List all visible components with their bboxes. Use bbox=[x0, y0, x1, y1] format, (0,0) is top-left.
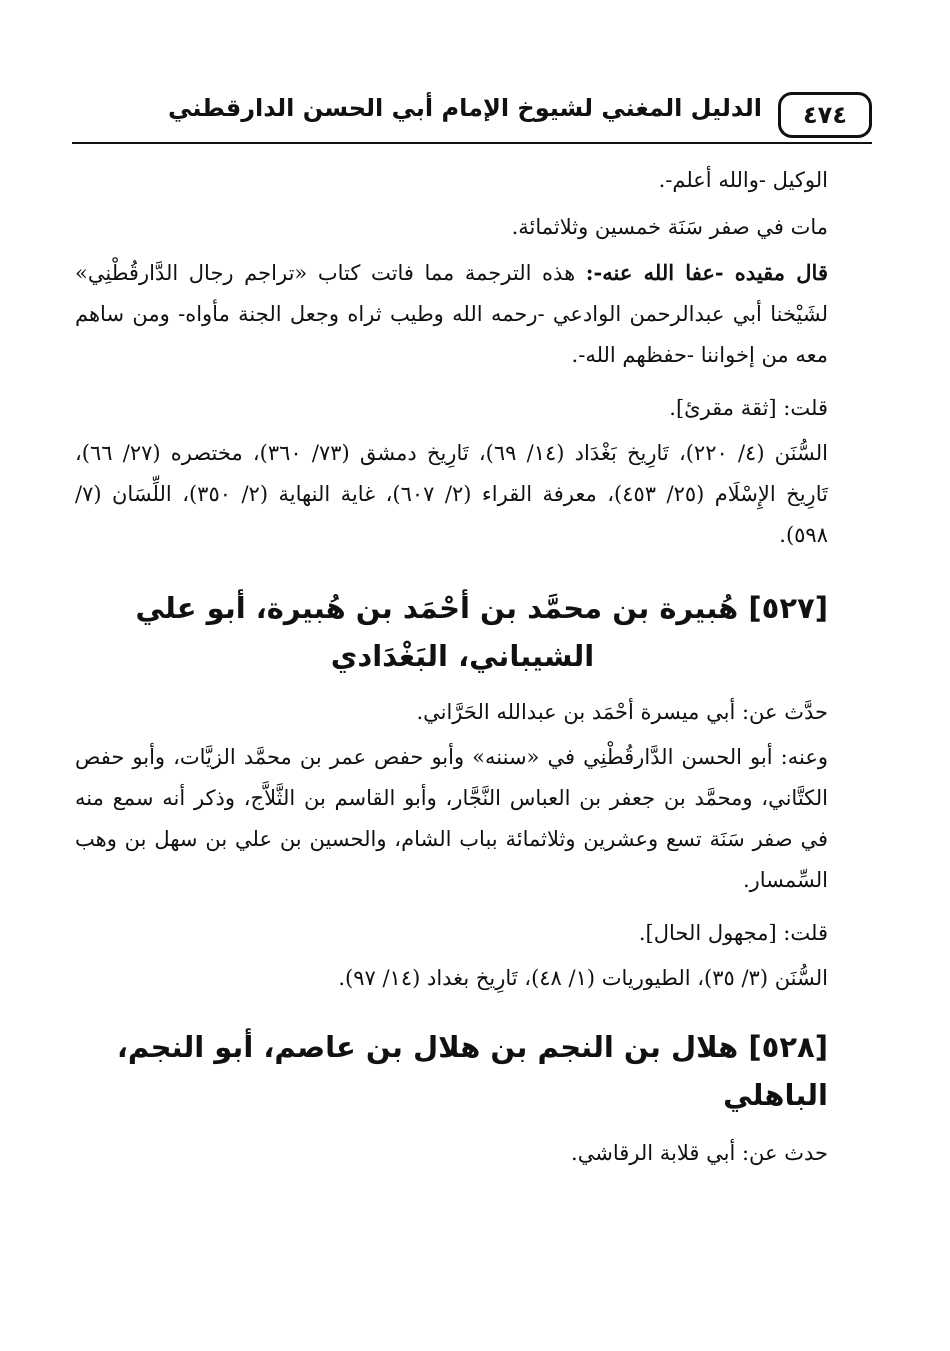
paragraph-narrated-from: حدَّث عن: أبي ميسرة أحْمَد بن عبدالله الحَرَّاني. bbox=[416, 700, 828, 724]
paragraph-death: مات في صفر سَنَة خمسين وثلاثمائة. bbox=[511, 215, 828, 239]
header-divider bbox=[72, 142, 872, 144]
editor-note-text: هذه الترجمة مما فاتت كتاب «تراجم رجال الدَّارقُطْنِي» لشَيْخنا أبي عبدالرحمن الوادعي -رحمه الله وطيب ثراه وجعل الجنة مأواه- ومن ساهم معه من إخواننا -حفظهم الله-. bbox=[75, 261, 828, 367]
page-number-badge bbox=[778, 92, 872, 138]
paragraph-sources: السُّنَن (٤/ ٢٢٠)، تَارِيخ بَغْدَاد (١٤/ ٦٩)، تَارِيخ دمشق (٧٣/ ٣٦٠)، مختصره (٢٧/ ٦٦)، تَارِيخ الإِسْلَام (٢٥/ ٤٥٣)، معرفة القراء (٢/ ٦٠٧)، غاية النهاية (٢/ ٣٥٠)، اللِّسَان (٧/ ٥٩٨). bbox=[75, 441, 828, 547]
entry-heading-527-line2: الشيباني، البَغْدَادي bbox=[330, 639, 595, 673]
page-header bbox=[72, 88, 872, 144]
page-number: ٤٧٤ bbox=[803, 101, 847, 129]
paragraph-editor-note bbox=[75, 252, 850, 376]
paragraph-narrators: وعنه: أبو الحسن الدَّارقُطْنِي في «سننه» وأبو حفص عمر بن محمَّد الزيَّات، وأبو حفص الكتَّاني، ومحمَّد بن جعفر بن العباس النَّجَّار، وأبو القاسم بن الثَّلاَّج، وذكر أنه سمع منه في صفر سَنَة تسع وعشرين وثلاثمائة بباب الشام، والحسين بن علي بن سهل بن وهب السِّمسار. bbox=[75, 745, 828, 892]
paragraph-narrated-from-2: حدث عن: أبي قلابة الرقاشي. bbox=[571, 1141, 828, 1165]
paragraph-sources-2: السُّنَن (٣/ ٣٥)، الطيوريات (١/ ٤٨)، تَارِيخ بغداد (١٤/ ٩٧). bbox=[338, 966, 828, 990]
entry-heading-527-line1: [٥٢٧] هُبيرة بن محمَّد بن أحْمَد بن هُبيرة، أبو علي bbox=[135, 591, 828, 625]
paragraph-verdict-2: قلت: [مجهول الحال]. bbox=[638, 921, 828, 945]
running-title: الدليل المغني لشيوخ الإمام أبي الحسن الدارقطني bbox=[168, 94, 762, 122]
paragraph-ending: الوكيل -والله أعلم-. bbox=[658, 168, 828, 192]
page-body bbox=[75, 160, 850, 1174]
editor-note-lead: قال مقيده -عفا الله عنه-: bbox=[585, 260, 828, 285]
entry-heading-528: [٥٢٨] هلال بن النجم بن هلال بن عاصم، أبو النجم، الباهلي bbox=[116, 1030, 828, 1112]
paragraph-verdict: قلت: [ثقة مقرئ]. bbox=[669, 396, 828, 420]
